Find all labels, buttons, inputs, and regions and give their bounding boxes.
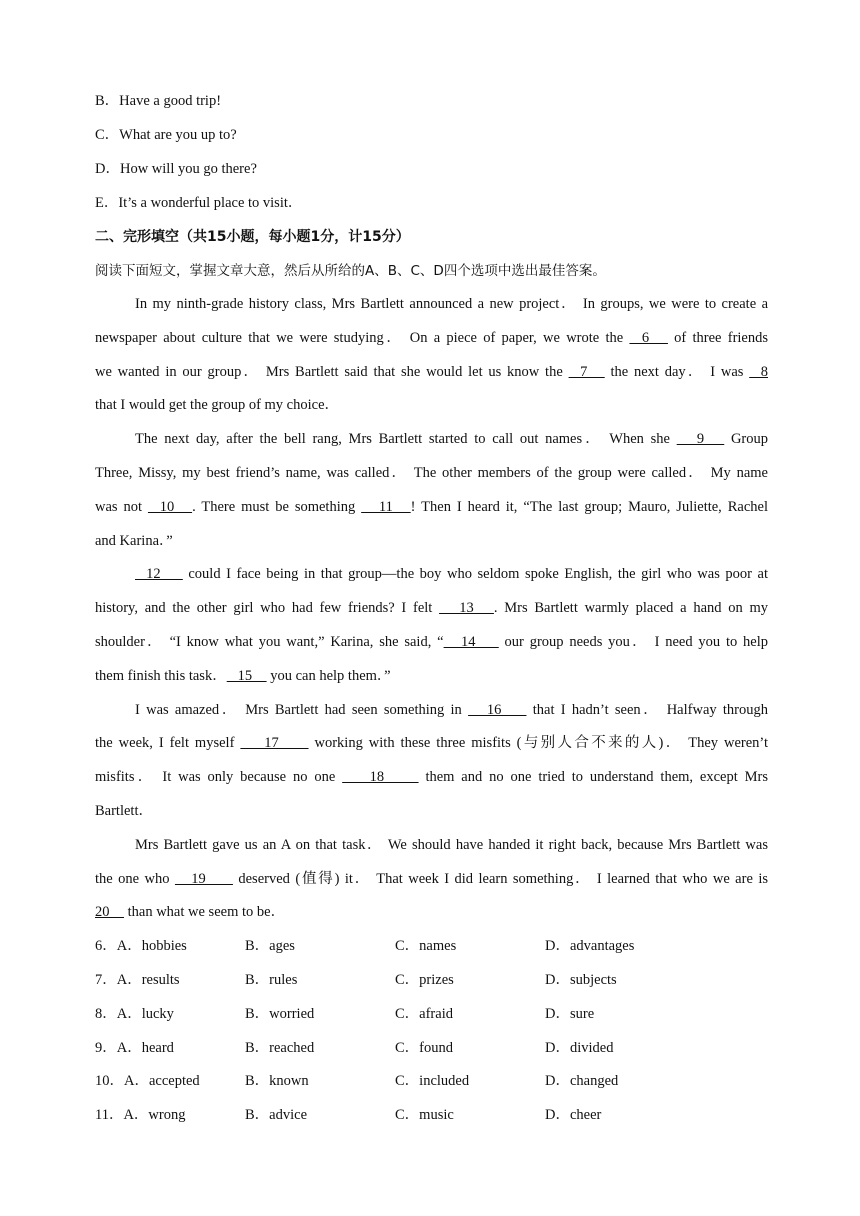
option-a: 9．A．heard [95, 1039, 174, 1056]
passage-text: the next day． I was [604, 363, 750, 380]
option-d: D．advantages [545, 938, 635, 955]
passage-text: them finish this task． [95, 667, 227, 684]
passage-text: you can help them．” [266, 667, 391, 684]
option-c: C．names [395, 938, 457, 955]
passage-line [95, 592, 768, 626]
passage-text: newspaper about culture that we were studying． On a piece of paper, we wrote the [95, 329, 630, 346]
option-c: C．found [395, 1039, 453, 1056]
option-b: B．worried [245, 1005, 315, 1022]
passage-line [95, 727, 768, 761]
passage-text: than what we seem to be． [124, 904, 286, 921]
option-line: E．It’s a wonderful place to visit． [95, 195, 303, 211]
passage-line [95, 356, 768, 390]
passage-text: I was amazed． Mrs Bartlett had seen something in [135, 701, 469, 718]
answer-blank: 6 [629, 329, 668, 346]
answer-blank: 16 [468, 701, 527, 718]
passage-text: could I face being in that group—the boy who seldom spoke English, the girl who was poor at [182, 566, 768, 583]
answer-blank: 9 [676, 431, 725, 448]
cloze-passage [95, 288, 768, 930]
option-d: D．subjects [545, 971, 617, 988]
previous-options [95, 84, 768, 220]
passage-text: the week, I felt myself [95, 735, 241, 752]
passage-text: Group [724, 431, 769, 448]
passage-line [95, 896, 768, 930]
passage-text: . There must be something [192, 498, 362, 515]
option-a: 10．A．accepted [95, 1073, 200, 1090]
passage-line [95, 626, 768, 660]
option-line: D．How will you go there? [95, 161, 257, 177]
passage-text: history, and the other girl who had few friends? I felt [95, 600, 440, 617]
option-b: B．reached [245, 1039, 315, 1056]
passage-text: ! Then I heard it, “The last group; Mauro, Juliette, Rachel [410, 498, 768, 515]
answer-blank: 11 [361, 498, 411, 515]
passage-text: shoulder． “I know what you want,” Karina, she said, “ [95, 633, 444, 650]
passage-text: . Mrs Bartlett warmly placed a hand on my [493, 600, 768, 617]
option-d: D．sure [545, 1005, 595, 1022]
passage-text: working with these three misfits (与别人合不来的人)． They weren’t [308, 735, 769, 752]
passage-text: of three friends [667, 329, 769, 346]
passage-text: was not [95, 498, 148, 515]
answer-blank: 19 [174, 870, 233, 887]
option-c: C．prizes [395, 971, 454, 988]
option-line: B．Have a good trip! [95, 93, 222, 109]
option-d: D．cheer [545, 1107, 602, 1124]
option-b: B．advice [245, 1107, 308, 1124]
option-a: 7．A．results [95, 971, 180, 988]
question-options-list [95, 930, 768, 1133]
document-page [95, 84, 768, 1133]
option-c: C．afraid [395, 1005, 453, 1022]
option-a: 11．A．wrong [95, 1107, 186, 1124]
answer-blank: 15 [226, 667, 267, 684]
answer-blank: 8 [749, 363, 769, 380]
question-row [95, 930, 768, 964]
answer-blank: 7 [568, 363, 605, 380]
answer-blank: 10 [147, 498, 193, 515]
passage-line [95, 694, 768, 728]
answer-blank: 17 [240, 735, 309, 752]
passage-line: In my ninth-grade history class, Mrs Bartlett announced a new project． In groups, we were to create a [135, 296, 768, 312]
passage-line [95, 660, 768, 694]
passage-line [95, 423, 768, 457]
passage-line: Mrs Bartlett gave us an A on that task． We should have handed it right back, because Mrs Bartlett was [135, 836, 768, 853]
passage-line [95, 322, 768, 356]
option-b: B．rules [245, 971, 298, 988]
option-b: B．known [245, 1073, 309, 1090]
question-row [95, 998, 768, 1032]
passage-line: Bartlett． [95, 802, 153, 819]
question-row [95, 1099, 768, 1133]
answer-blank: 18 [342, 769, 419, 786]
answer-blank: 13 [439, 600, 494, 617]
passage-text: misfits． It was only because no one [95, 769, 343, 786]
option-a: 8．A．lucky [95, 1005, 174, 1022]
section-instruction: 阅读下面短文，掌握文章大意，然后从所给的A、B、C、D四个选项中选出最佳答案。 [95, 263, 606, 279]
question-row [95, 1032, 768, 1066]
question-row [95, 964, 768, 998]
passage-line [95, 558, 768, 592]
passage-text: we wanted in our group． Mrs Bartlett said that she would let us know the [95, 363, 569, 380]
passage-line: Three, Missy, my best friend’s name, was called． The other members of the group were called． My name [95, 464, 768, 481]
section-heading: 二、完形填空（共15小题，每小题1分，计15分） [95, 229, 410, 245]
passage-text: the one who [95, 870, 175, 887]
passage-line: that I would get the group of my choice． [95, 397, 340, 414]
option-a: 6．A．hobbies [95, 938, 187, 955]
passage-text: them and no one tried to understand them, except Mrs [418, 769, 769, 786]
option-line: C．What are you up to? [95, 127, 237, 143]
answer-blank: 14 [443, 633, 499, 650]
option-d: D．divided [545, 1039, 614, 1056]
passage-line [95, 491, 768, 525]
option-c: C．included [395, 1073, 470, 1090]
option-c: C．music [395, 1107, 454, 1124]
passage-text: The next day, after the bell rang, Mrs Bartlett started to call out names． When she [135, 431, 677, 448]
option-d: D．changed [545, 1073, 619, 1090]
passage-text: deserved (值得) it． That week I did learn something． I learned that who we are is [232, 870, 768, 887]
passage-text: our group needs you． I need you to help [498, 633, 769, 650]
passage-line [95, 863, 768, 897]
option-b: B．ages [245, 938, 295, 955]
answer-blank: 20 [95, 904, 124, 921]
question-row [95, 1065, 768, 1099]
answer-blank: 12 [135, 566, 183, 583]
passage-text: that I hadn’t seen． Halfway through [526, 701, 768, 718]
passage-line: and Karina．” [95, 532, 173, 549]
passage-line [95, 761, 768, 795]
